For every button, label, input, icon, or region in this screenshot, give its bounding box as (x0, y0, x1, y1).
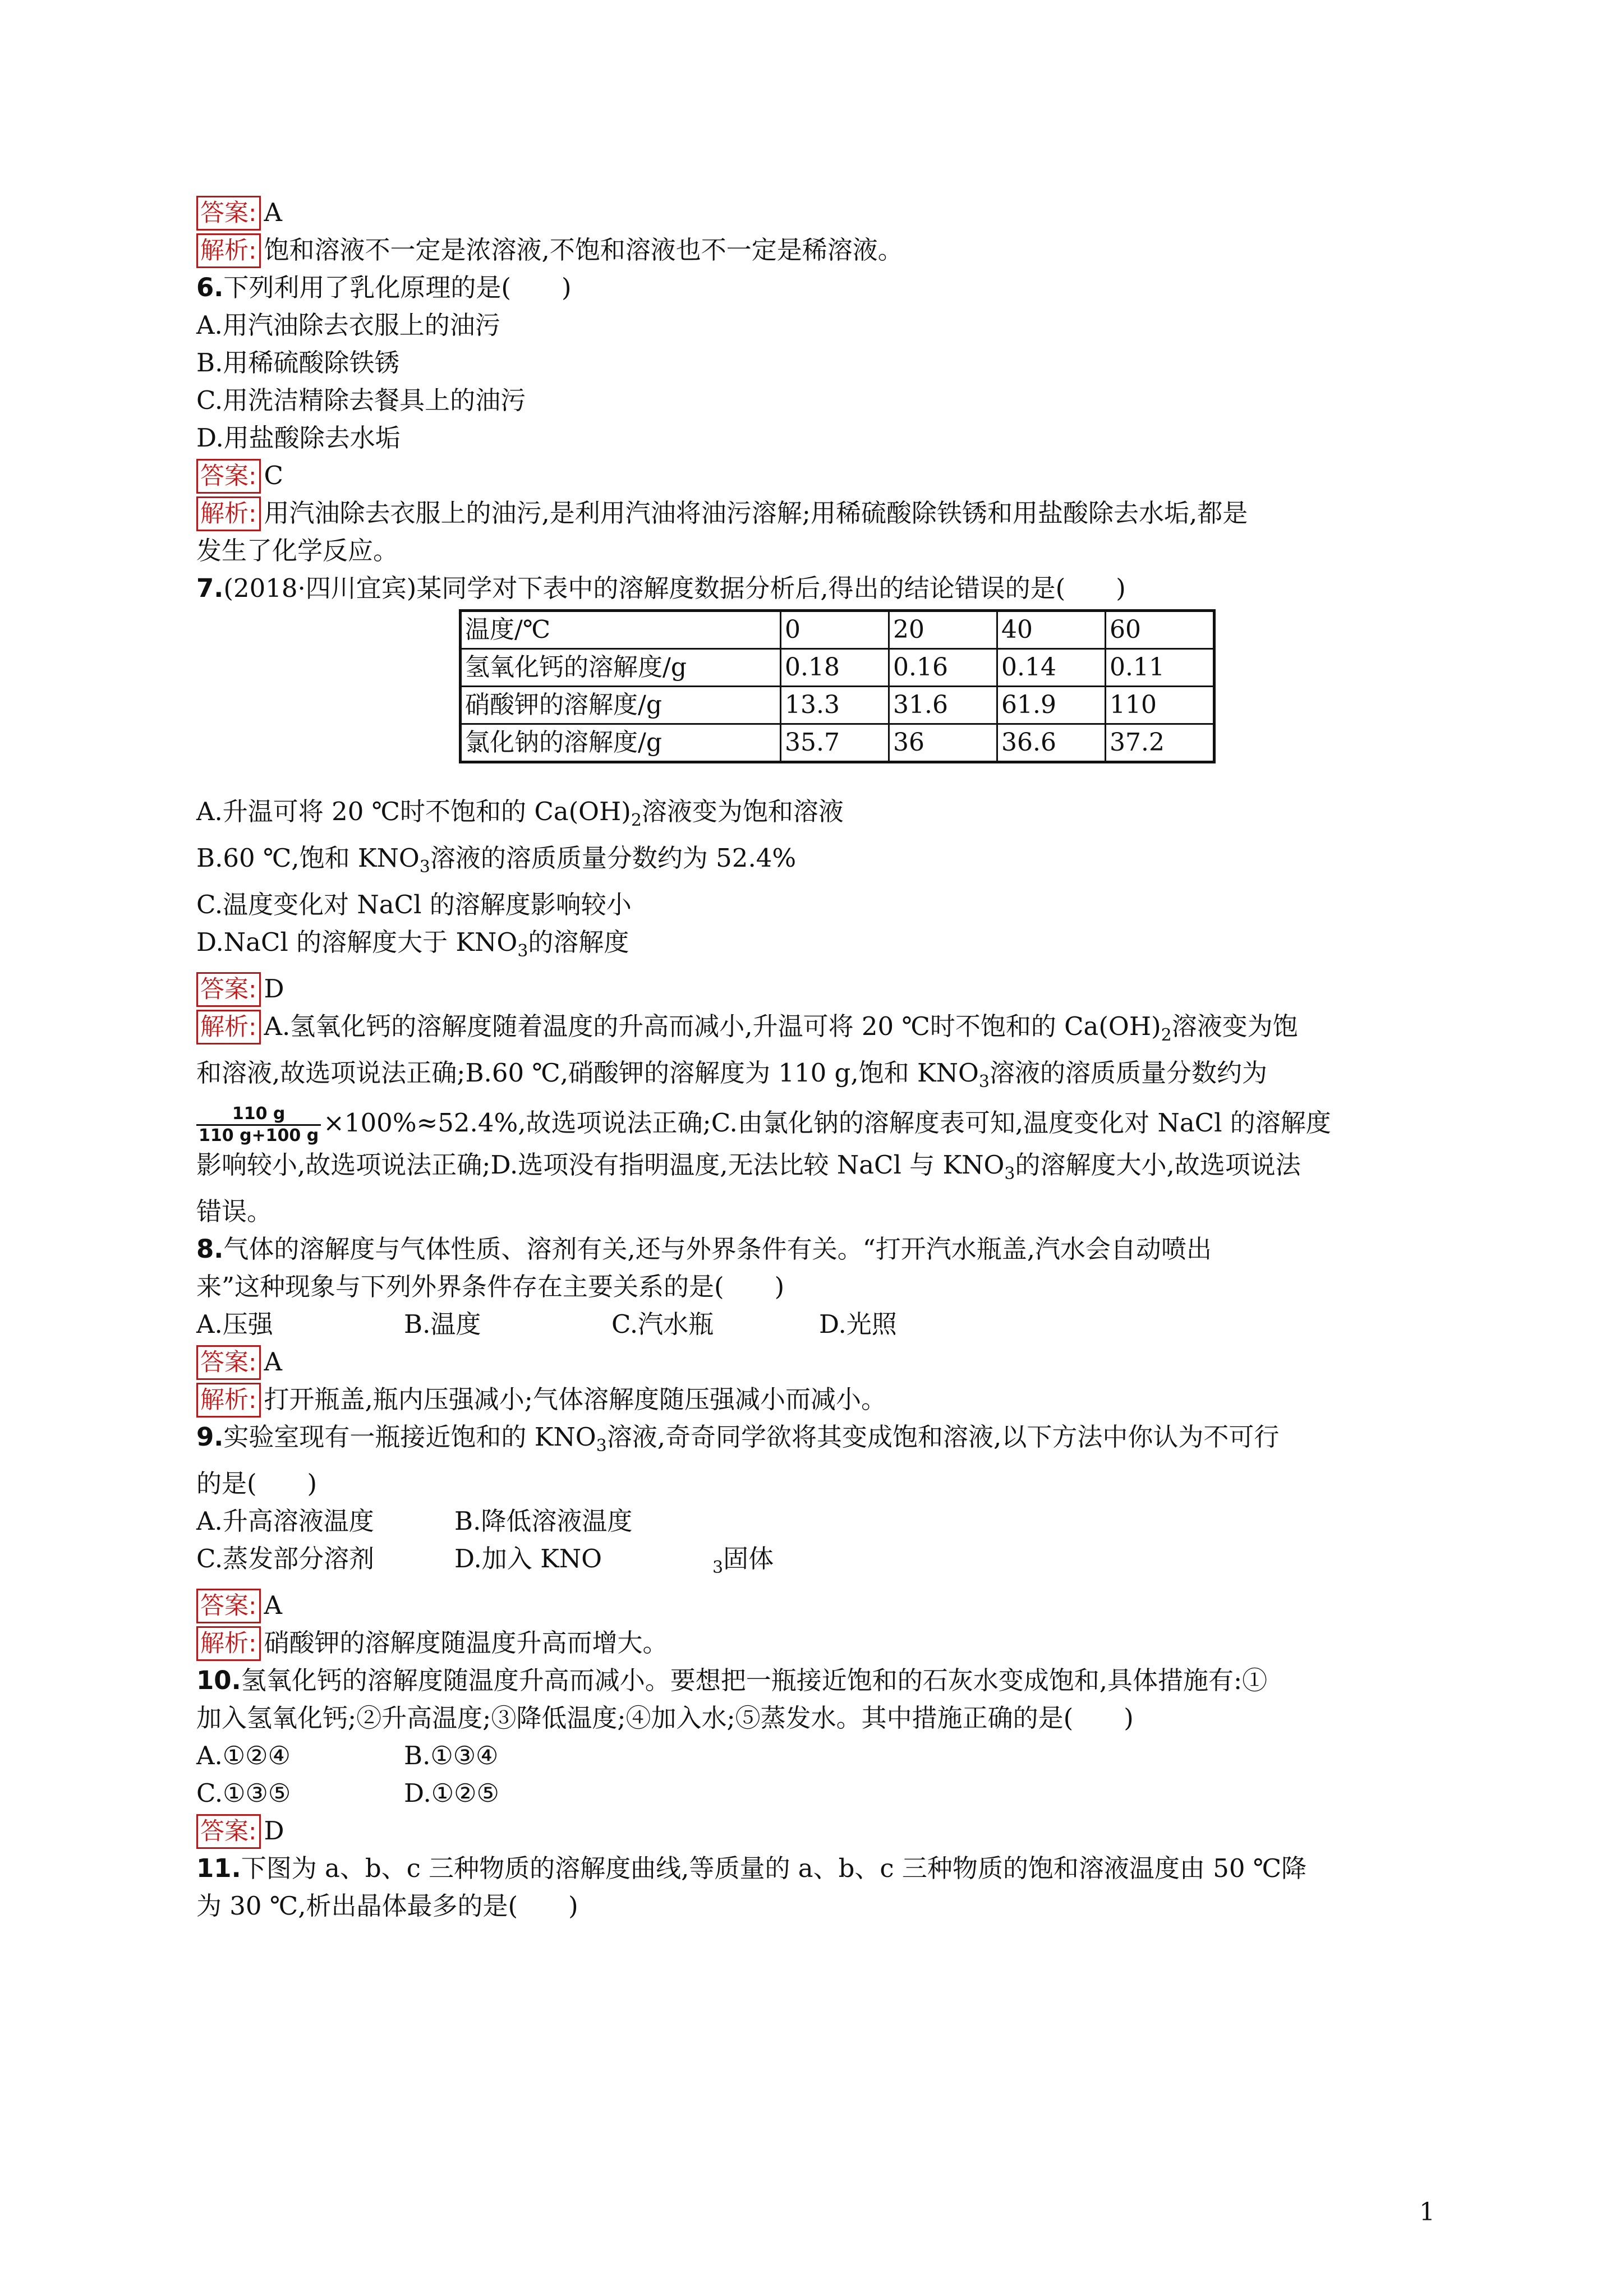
analysis-continuation (196, 1054, 1436, 1101)
analysis-label: 解析: (196, 233, 261, 268)
option-text: D.加入 KNO (454, 1544, 602, 1573)
option-a: A.升高溶液温度 (196, 1506, 374, 1536)
table-cell: 31.6 (889, 687, 997, 724)
table-cell: 36 (889, 724, 997, 762)
option-b: B.温度 (404, 1309, 481, 1339)
analysis-line (196, 1007, 1436, 1054)
question-number: 8. (196, 1234, 224, 1264)
analysis-text: 的溶解度大小,故选项说法 (1015, 1150, 1301, 1180)
analysis-text: 用汽油除去衣服上的油污,是利用汽油将油污溶解;用稀硫酸除铁锈和用盐酸除去水垢,都是 (264, 498, 1248, 528)
table-cell: 温度/℃ (461, 611, 781, 649)
fraction (196, 1104, 321, 1146)
question-text: 氢氧化钙的溶解度随温度升高而减小。要想把一瓶接近饱和的石灰水变成饱和,具体措施有:① (241, 1665, 1268, 1695)
analysis-text: A.氢氧化钙的溶解度随着温度的升高而减小,升温可将 20 ℃时不饱和的 Ca(OH) (264, 1011, 1161, 1041)
option-c: C.汽水瓶 (611, 1309, 714, 1339)
analysis-label: 解析: (196, 496, 261, 531)
option-c: C.蒸发部分溶剂 (196, 1544, 375, 1573)
options-row (196, 1774, 1436, 1812)
answer-value: D (264, 1816, 284, 1846)
question-text: 下图为 a、b、c 三种物质的溶解度曲线,等质量的 a、b、c 三种物质的饱和溶液温度由 50 ℃降 (241, 1853, 1307, 1883)
analysis-text: 硝酸钾的溶解度随温度升高而增大。 (264, 1628, 668, 1658)
option-d: D.用盐酸除去水垢 (196, 423, 401, 453)
analysis-text: ×100%≈52.4%,故选项说法正确;C.由氯化钠的溶解度表可知,温度变化对 NaCl 的溶解度 (323, 1108, 1331, 1138)
table-cell: 60 (1106, 611, 1214, 649)
table-cell: 13.3 (781, 687, 889, 724)
option-text: 固体 (723, 1544, 774, 1573)
analysis-continuation (196, 1101, 1436, 1146)
analysis-continuation: 发生了化学反应。 (196, 536, 399, 565)
question-8-stem (196, 1230, 1436, 1268)
question-text: 溶液,奇奇同学欲将其变成饱和溶液,以下方法中你认为不可行 (606, 1422, 1280, 1452)
answer-line (196, 1343, 1436, 1381)
table-row (461, 724, 1214, 762)
answer-line (196, 457, 1436, 494)
analysis-text: 和溶液,故选项说法正确;B.60 ℃,硝酸钾的溶解度为 110 g,饱和 KNO (196, 1058, 979, 1088)
option-d: D.①②⑤ (404, 1778, 499, 1808)
options-row (196, 1737, 1436, 1774)
question-9-stem (196, 1418, 1436, 1465)
question-6-stem (196, 269, 1436, 306)
answer-line (196, 1586, 1436, 1624)
option-c: C.①③⑤ (196, 1778, 291, 1808)
subscript: 3 (517, 941, 528, 961)
answer-value: D (264, 974, 284, 1004)
answer-line (196, 970, 1436, 1007)
question-text-continuation: 加入氢氧化钙;②升高温度;③降低温度;④加入水;⑤蒸发水。其中措施正确的是( ) (196, 1703, 1134, 1733)
table-row (461, 687, 1214, 724)
table-cell: 37.2 (1106, 724, 1214, 762)
table-cell: 0.11 (1106, 649, 1214, 687)
table-cell: 0.14 (997, 649, 1106, 687)
subscript: 3 (978, 1072, 990, 1092)
option-text: D.NaCl 的溶解度大于 KNO (196, 927, 518, 957)
options-row (196, 1540, 1436, 1586)
option-text: 溶液的溶质质量分数约为 52.4% (430, 843, 797, 873)
question-number: 11. (196, 1853, 241, 1883)
analysis-text: 饱和溶液不一定是浓溶液,不饱和溶液也不一定是稀溶液。 (264, 235, 903, 265)
option-text: 的溶解度 (528, 927, 629, 957)
analysis-label: 解析: (196, 1626, 261, 1661)
fraction-denominator: 110 g+100 g (196, 1124, 321, 1146)
option-b (196, 839, 1436, 886)
answer-label: 答案: (196, 459, 261, 494)
table-cell: 0.18 (781, 649, 889, 687)
subscript: 2 (1161, 1025, 1172, 1045)
option-d: D.光照 (819, 1309, 897, 1339)
answer-value: A (264, 197, 282, 227)
option-c: C.用洗洁精除去餐具上的油污 (196, 385, 526, 415)
question-text: (2018·四川宜宾)某同学对下表中的溶解度数据分析后,得出的结论错误的是( ) (223, 573, 1126, 603)
table-cell: 0.16 (889, 649, 997, 687)
option-a (196, 793, 1436, 839)
subscript: 3 (1004, 1164, 1015, 1184)
subscript: 3 (419, 857, 430, 877)
question-text: 气体的溶解度与气体性质、溶剂有关,还与外界条件有关。“打开汽水瓶盖,汽水会自动喷出 (223, 1234, 1212, 1264)
option-d (454, 1540, 774, 1586)
analysis-line (196, 1381, 1436, 1418)
answer-value: A (264, 1347, 282, 1377)
question-7-stem (196, 569, 1436, 607)
table-cell: 氯化钠的溶解度/g (461, 724, 781, 762)
option-text: B.60 ℃,饱和 KNO (196, 843, 420, 873)
table-cell: 36.6 (997, 724, 1106, 762)
analysis-label: 解析: (196, 1010, 261, 1045)
subscript: 2 (631, 811, 642, 830)
table-cell: 61.9 (997, 687, 1106, 724)
subscript: 3 (712, 1558, 724, 1577)
option-b: B.降低溶液温度 (454, 1506, 633, 1536)
analysis-continuation: 错误。 (196, 1197, 273, 1226)
question-number: 7. (196, 573, 224, 603)
answer-line (196, 1812, 1436, 1849)
table-cell: 35.7 (781, 724, 889, 762)
answer-label: 答案: (196, 1589, 261, 1623)
answer-value: A (264, 1590, 282, 1620)
table-cell: 硝酸钾的溶解度/g (461, 687, 781, 724)
question-text: 下列利用了乳化原理的是( ) (223, 273, 572, 302)
table-row (461, 649, 1214, 687)
analysis-line (196, 494, 1436, 532)
table-row (461, 611, 1214, 649)
option-b: B.①③④ (404, 1741, 499, 1770)
question-text-continuation: 来”这种现象与下列外界条件存在主要关系的是( ) (196, 1272, 785, 1301)
table-cell: 110 (1106, 687, 1214, 724)
question-11-stem (196, 1849, 1436, 1887)
table-cell: 0 (781, 611, 889, 649)
analysis-line (196, 1624, 1436, 1662)
answer-value: C (264, 461, 283, 490)
question-text-continuation: 为 30 ℃,析出晶体最多的是( ) (196, 1891, 578, 1921)
question-text-continuation: 的是( ) (196, 1469, 318, 1498)
option-c: C.温度变化对 NaCl 的溶解度影响较小 (196, 890, 632, 919)
fraction-numerator: 110 g (232, 1104, 286, 1124)
options-row (196, 1502, 1436, 1540)
analysis-label: 解析: (196, 1383, 261, 1418)
question-text: 实验室现有一瓶接近饱和的 KNO (223, 1422, 596, 1452)
option-b: B.用稀硫酸除铁锈 (196, 348, 400, 378)
subscript: 3 (596, 1436, 607, 1456)
analysis-line (196, 231, 1436, 269)
page-number: 1 (1419, 2198, 1435, 2226)
answer-label: 答案: (196, 1345, 261, 1380)
solubility-table (459, 609, 1216, 763)
analysis-text: 溶液的溶质质量分数约为 (989, 1058, 1267, 1088)
document-body (196, 194, 1436, 1925)
analysis-continuation (196, 1146, 1436, 1193)
answer-label: 答案: (196, 1814, 261, 1849)
answer-label: 答案: (196, 972, 261, 1007)
analysis-text: 打开瓶盖,瓶内压强减小;气体溶解度随压强减小而减小。 (264, 1384, 886, 1414)
analysis-text: 影响较小,故选项说法正确;D.选项没有指明温度,无法比较 NaCl 与 KNO (196, 1150, 1005, 1180)
question-number: 10. (196, 1665, 241, 1695)
table-cell: 氢氧化钙的溶解度/g (461, 649, 781, 687)
question-10-stem (196, 1662, 1436, 1699)
question-number: 6. (196, 273, 224, 302)
answer-line (196, 194, 1436, 231)
table-cell: 20 (889, 611, 997, 649)
question-number: 9. (196, 1422, 224, 1452)
answer-label: 答案: (196, 196, 261, 231)
options-row (196, 1305, 1436, 1343)
analysis-text: 溶液变为饱 (1171, 1011, 1298, 1041)
option-a: A.①②④ (196, 1741, 291, 1770)
table-cell: 40 (997, 611, 1106, 649)
option-d (196, 923, 1436, 970)
option-text: 溶液变为饱和溶液 (641, 797, 844, 826)
option-a: A.压强 (196, 1309, 273, 1339)
option-a: A.用汽油除去衣服上的油污 (196, 310, 500, 340)
option-text: A.升温可将 20 ℃时不饱和的 Ca(OH) (196, 797, 631, 826)
